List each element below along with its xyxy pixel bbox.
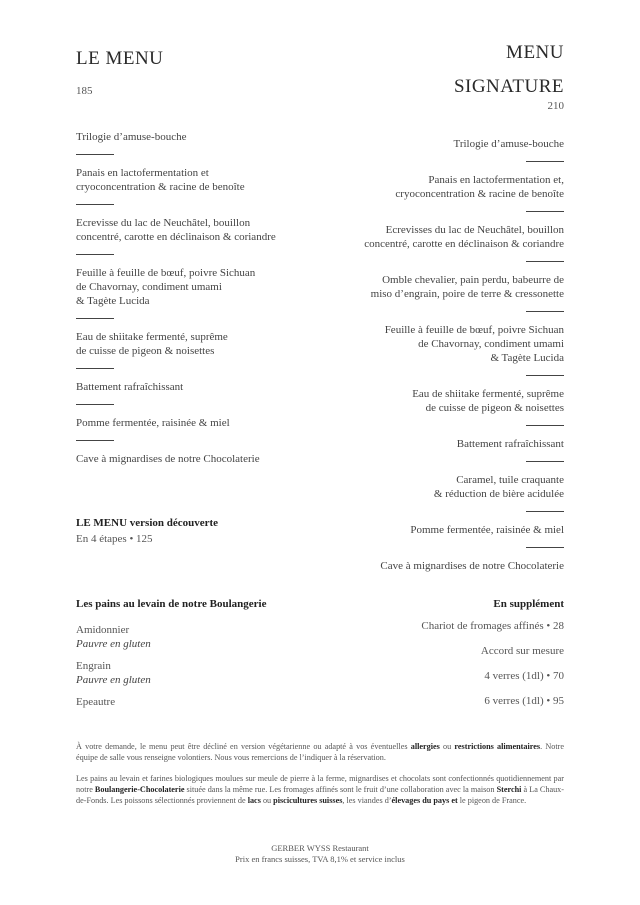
bread-heading: Les pains au levain de notre Boulangerie [76,598,267,610]
course-item: Ecrevisse du lac de Neuchâtel, bouillon concentré, carotte en déclinaison & coriandre [76,217,276,243]
pairing-6-glasses: 6 verres (1dl) • 95 [484,695,564,707]
menu-signature-title [454,36,564,104]
discovery-price: En 4 étapes • 125 [76,533,153,545]
course-divider [76,404,114,405]
course-item: Eau de shiitake fermenté, suprême de cuisse de pigeon & noisettes [76,331,228,357]
discovery-menu [76,515,218,547]
bread-item [76,695,336,709]
footer [0,843,640,865]
course-item: Trilogie d’amuse-bouche [453,138,564,150]
course-item: Eau de shiitake fermenté, suprême de cuisse de pigeon & noisettes [412,388,564,414]
course-divider [526,161,564,162]
course-divider [526,375,564,376]
course-divider [76,318,114,319]
menu-signature-title-line1: MENU [506,42,564,63]
course-item: Pomme fermentée, raisinée & miel [410,524,564,536]
course-divider [76,368,114,369]
discovery-heading: LE MENU version découverte [76,517,219,529]
bread-name: Engrain [76,660,111,672]
bread-name: Epeautre [76,696,116,708]
pairing-4-glasses: 4 verres (1dl) • 70 [484,670,564,682]
course-divider [526,261,564,262]
menu-signature-title-line2: SIGNATURE [453,76,564,97]
course-divider [76,440,114,441]
course-item: Caramel, tuile craquante & réduction de bière acidulée [433,474,564,500]
course-item: Cave à mignardises de notre Chocolaterie [76,453,260,465]
course-divider [76,254,114,255]
course-item: Panais en lactofermentation et, cryoconcentration & racine de benoîte [395,174,564,200]
bread-item [76,659,336,687]
le-menu-price: 185 [76,85,93,97]
notes [76,741,564,816]
menu-signature-price: 210 [547,100,564,112]
price-note: Prix en francs suisses, TVA 8,1% et service inclus [235,854,405,864]
course-item: Feuille à feuille de bœuf, poivre Sichuan de Chavornay, condiment umami & Tagète Lucida [384,324,564,364]
course-divider [526,461,564,462]
course-divider [526,425,564,426]
course-item: Cave à mignardises de notre Chocolaterie [380,560,564,572]
course-divider [526,547,564,548]
course-item: Feuille à feuille de bœuf, poivre Sichuan de Chavornay, condiment umami & Tagète Lucida [76,267,256,307]
sourcing-note: Les pains au levain et farines biologiques moulues sur meule de pierre à la ferme, mignardises et chocolats sont confectionnés quotidiennement par notre Boulangerie-Chocolaterie située dans la même rue. Les fromages affinés sont le fruit d’une collaboration avec la maison Sterchi à La Chaux-de-Fonds. Les poissons sélectionnés proviennent de lacs ou piscicultures suisses, les viandes d’élevages du pays et le pigeon de France. [76,774,565,805]
extras-section [304,597,564,719]
course-item: Trilogie d’amuse-bouche [76,131,187,143]
bread-note: Pauvre en gluten [76,638,151,650]
course-item: Panais en lactofermentation et cryoconcentration & racine de benoîte [76,167,245,193]
course-divider [76,204,114,205]
extras-heading: En supplément [493,598,564,610]
course-divider [526,511,564,512]
course-divider [526,211,564,212]
le-menu-title: LE MENU [76,48,164,69]
course-item: Battement rafraîchissant [76,381,184,393]
course-divider [76,154,114,155]
bread-name: Amidonnier [76,624,130,636]
cheese-trolley: Chariot de fromages affinés • 28 [421,620,564,632]
dietary-note: À votre demande, le menu peut être décliné en version végétarienne ou adapté à vos éventuelles allergies ou restrictions alimentaires. Notre équipe de salle vous renseigne volontiers. Nous vous remercions de l’indiquer à la réservation. [76,742,564,762]
bread-note: Pauvre en gluten [76,674,151,686]
bread-item [76,623,336,651]
course-divider [526,311,564,312]
course-item: Ecrevisses du lac de Neuchâtel, bouillon concentré, carotte en déclinaison & coriandre [364,224,564,250]
course-item: Pomme fermentée, raisinée & miel [76,417,230,429]
course-item: Omble chevalier, pain perdu, babeurre de miso d’engrain, poire de terre & cressonette [370,274,564,300]
menu-signature-course-list [294,137,564,573]
restaurant-name: GERBER WYSS Restaurant [271,843,369,853]
course-item: Battement rafraîchissant [456,438,564,450]
pairing-heading: Accord sur mesure [480,645,564,657]
bread-section [76,597,336,717]
